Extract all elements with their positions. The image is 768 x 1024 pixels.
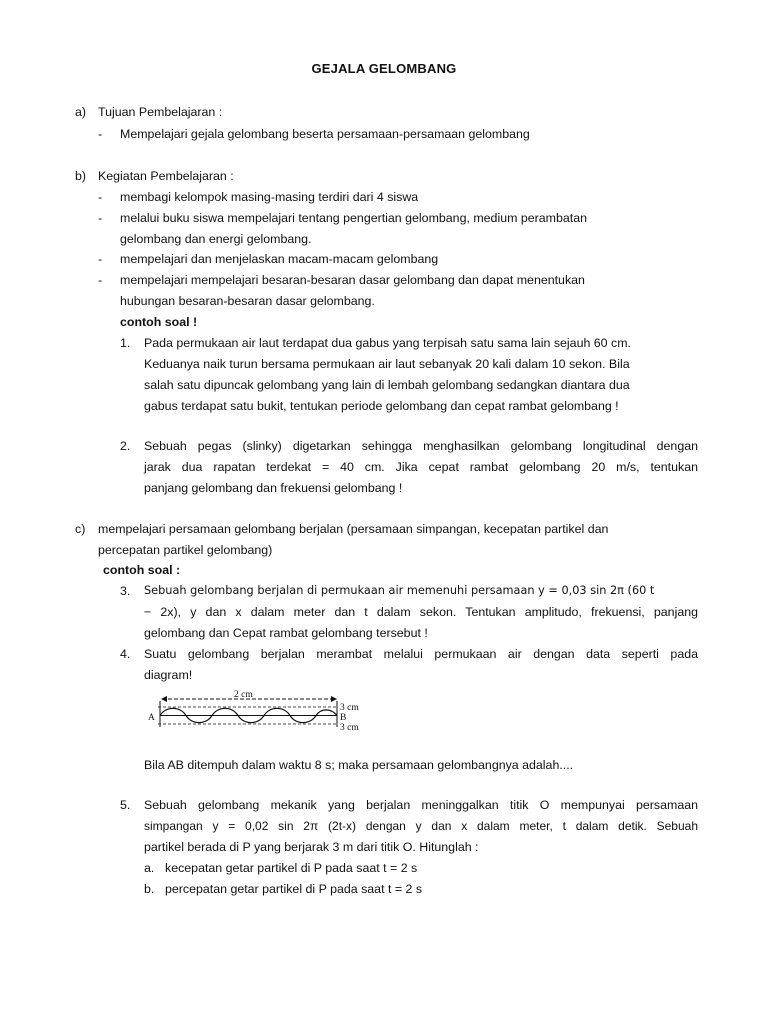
amplitude-upper-label: 3 cm: [340, 703, 359, 713]
problem-number: 5.: [120, 798, 131, 812]
problem-4-line: Suatu gelombang berjalan merambat melalui permukaan air dengan data seperti pada: [144, 647, 698, 661]
bullet-dash: -: [98, 211, 103, 225]
section-a-marker: a): [75, 105, 87, 119]
bullet-dash: -: [98, 252, 103, 266]
problem-4-line: diagram!: [144, 668, 193, 682]
problem-5-line: Sebuah gelombang mekanik yang berjalan meninggalkan titik O mempunyai persamaan: [144, 798, 698, 812]
section-b-marker: b): [75, 169, 87, 183]
problem-4-question: Bila AB ditempuh dalam waktu 8 s; maka persamaan gelombangnya adalah....: [144, 758, 574, 772]
problem-1-line: salah satu dipuncak gelombang yang lain di lembah gelombang sedangkan diantara dua: [144, 378, 630, 392]
point-b-label: B: [340, 713, 347, 723]
problem-number: 4.: [120, 647, 131, 661]
section-a-item: Mempelajari gejala gelombang beserta persamaan-persamaan gelombang: [120, 127, 530, 141]
problem-5-line: partikel berada di P yang berjarak 3 m dari titik O. Hitunglah :: [144, 840, 479, 854]
subitem-marker: a.: [144, 861, 155, 875]
subitem-marker: b.: [144, 882, 155, 896]
problem-2-line: jarak dua rapatan terdekat = 40 cm. Jika cepat rambat gelombang 20 m/s, tentukan: [144, 460, 698, 474]
wave-diagram: [146, 687, 396, 740]
section-c-heading: mempelajari persamaan gelombang berjalan (persamaan simpangan, kecepatan partikel dan: [98, 522, 609, 536]
subitem-text: kecepatan getar partikel di P pada saat t = 2 s: [165, 861, 418, 875]
problem-2-line: Sebuah pegas (slinky) digetarkan sehingga menghasilkan gelombang longitudinal dengan: [144, 439, 698, 453]
problem-1-line: Pada permukaan air laut terdapat dua gabus yang terpisah satu sama lain sejauh 60 cm.: [144, 336, 631, 350]
example-heading: contoh soal !: [120, 315, 198, 329]
bullet-dash: -: [98, 273, 103, 287]
amplitude-lower-label: 3 cm: [340, 723, 359, 733]
problem-3-line: gelombang dan Cepat rambat gelombang tersebut !: [144, 626, 428, 640]
problem-5-line: simpangan y = 0,02 sin 2π (2t-x) dengan y dan x dalam meter, t dalam detik. Sebuah: [144, 819, 698, 833]
section-b-item: mempelajari mempelajari besaran-besaran dasar gelombang dan dapat menentukan: [120, 273, 585, 287]
wave-diagram-svg: [146, 687, 396, 737]
section-c-heading: percepatan partikel gelombang): [98, 543, 273, 557]
example-heading: contoh soal :: [103, 563, 181, 577]
section-b-heading: Kegiatan Pembelajaran :: [98, 169, 234, 183]
point-a-label: A: [148, 713, 155, 723]
section-b-item-continuation: gelombang dan energi gelombang.: [120, 232, 312, 246]
problem-number: 2.: [120, 439, 131, 453]
section-b-item: melalui buku siswa mempelajari tentang pengertian gelombang, medium perambatan: [120, 211, 587, 225]
page-title: GEJALA GELOMBANG: [311, 61, 457, 76]
problem-2-line: panjang gelombang dan frekuensi gelombang !: [144, 481, 403, 495]
diagram-top-label: 2 cm: [234, 690, 253, 700]
section-c-marker: c): [75, 522, 86, 536]
problem-1-line: Keduanya naik turun bersama permukaan air laut sebanyak 20 kali dalam 10 sekon. Bila: [144, 357, 630, 371]
bullet-dash: -: [98, 127, 103, 141]
problem-1-line: gabus terdapat satu bukit, tentukan periode gelombang dan cepat rambat gelombang !: [144, 399, 619, 413]
bullet-dash: -: [98, 190, 103, 204]
problem-number: 1.: [120, 336, 131, 350]
section-b-item-continuation: hubungan besaran-besaran dasar gelombang.: [120, 294, 375, 308]
section-b-item: membagi kelompok masing-masing terdiri dari 4 siswa: [120, 190, 419, 204]
subitem-text: percepatan getar partikel di P pada saat t = 2 s: [165, 882, 423, 896]
problem-3-line: Sebuah gelombang berjalan di permukaan air memenuhi persamaan y = 0,03 sin 2π (60 t: [144, 584, 655, 597]
section-b-item: mempelajari dan menjelaskan macam-macam gelombang: [120, 252, 439, 266]
problem-3-line: − 2x), y dan x dalam meter dan t dalam sekon. Tentukan amplitudo, frekuensi, panjang: [144, 605, 698, 619]
section-a-heading: Tujuan Pembelajaran :: [98, 105, 223, 119]
problem-number: 3.: [120, 584, 131, 598]
